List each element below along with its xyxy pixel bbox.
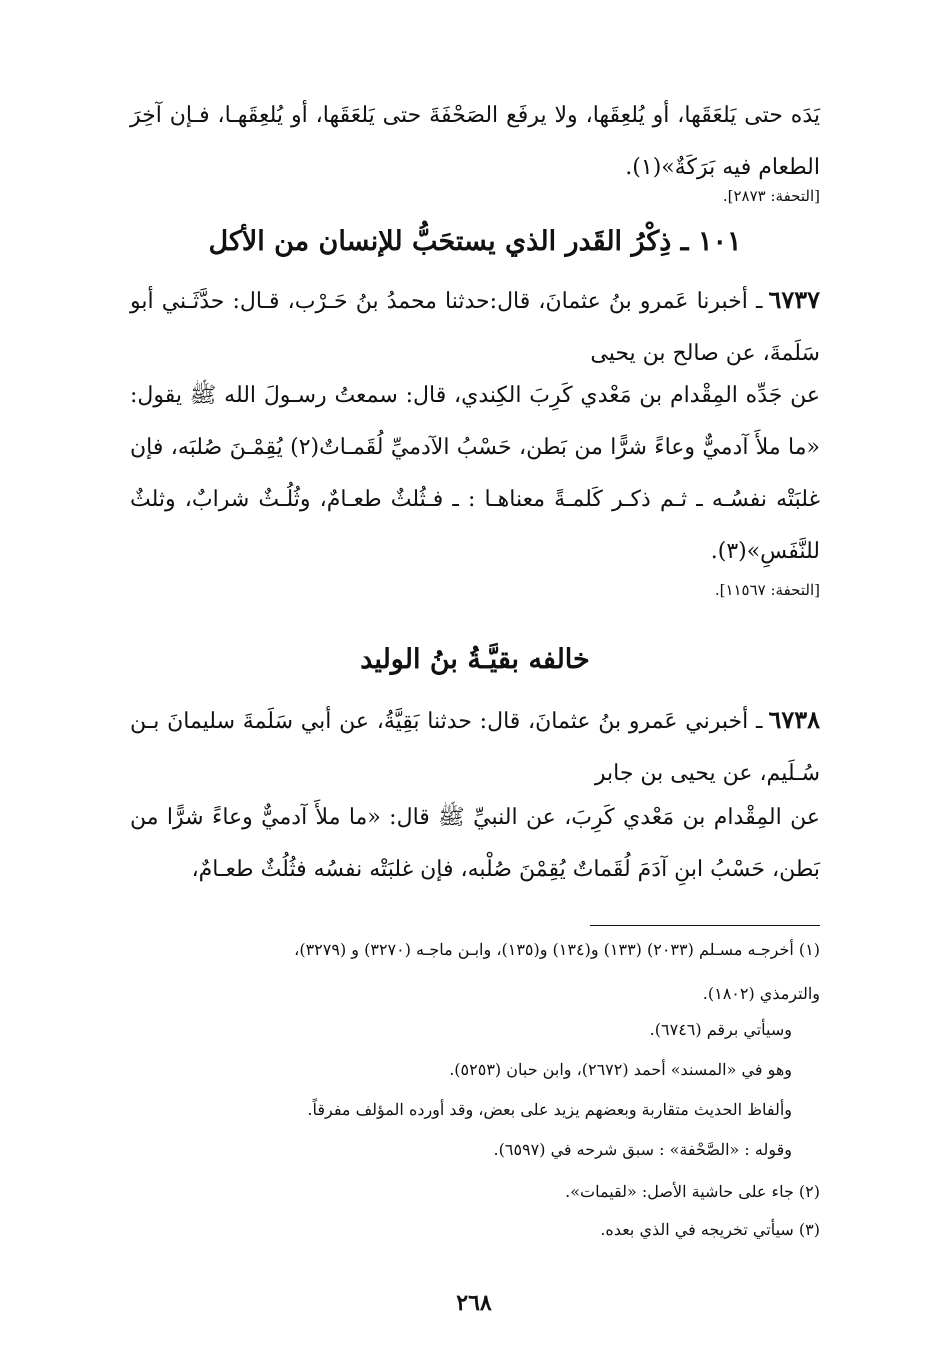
footnote-3: (٣) سيأتي تخريجه في الذي بعده.	[600, 1220, 820, 1239]
chapter-heading-khalafa: خالفه بقيَّـةُ بنُ الوليد	[360, 644, 590, 675]
footnote-1-line-5: وألفاظ الحديث متقاربة وبعضهم يزيد على بعض، وقد أورده المؤلف مفرقاً.	[307, 1100, 792, 1119]
isnad-text: ـ أخبرنا عَمرو بنُ عثمانَ، قال:حدثنا محمدُ بنُ حَـرْب، قـال: حدَّثَـني أبو سَلَمةَ، عن صالح بن يحيى	[130, 289, 820, 366]
footnote-1-line-3: وسيأتي برقم (٦٧٤٦).	[649, 1020, 792, 1039]
hadith-number: ٦٧٣٨	[768, 705, 820, 734]
tuhfa-reference-2: [التحفة: ١١٥٦٧].	[714, 581, 820, 599]
footnote-2: (٢) جاء على حاشية الأصل: «لقيمات».	[565, 1182, 820, 1201]
hadith-6737-isnad	[130, 274, 820, 380]
hadith-6738-isnad	[130, 694, 820, 800]
hadith-number: ٦٧٣٧	[768, 285, 820, 314]
footnote-1-line-4: وهو في «المسند» أحمد (٢٦٧٢)، وابن حبان (٥٢٥٣).	[449, 1060, 792, 1079]
footnote-1-line-6: وقوله : «الصَّحْفة» : سبق شرحه في (٦٥٩٧).	[493, 1140, 792, 1159]
footnote-1-line-2: والترمذي (١٨٠٢).	[702, 984, 820, 1003]
tuhfa-reference-1: [التحفة: ٢٨٧٣].	[722, 187, 820, 205]
chapter-heading-101: ١٠١ ـ ذِكْرُ القَدر الذي يستحَبُّ للإنسان من الأكل	[208, 226, 742, 257]
continuation-paragraph: يَدَه حتى يَلعَقَها، أو يُلعِقَها، ولا يرفَع الصَحْفَةَ حتى يَلعَقَها، أو يُلعِقَهـا، فـإن آخِرَ الطعام فيه بَرَكَةٌ»(١).	[130, 103, 820, 180]
hadith-6738-matn: عن المِقْدام بن مَعْدي كَرِبَ، عن النبيِّ ﷺ قال: «ما ملأَ آدميٌّ وعاءً شرًّا من بَطن، حَسْبُ ابنِ آدَمَ لُقَماتٌ يُقِمْنَ صُلْبه، فإن غلبَتْه نفسُه فثُلُثٌ طعـامٌ،	[130, 805, 820, 882]
isnad-text: ـ أخبرني عَمرو بنُ عثمانَ، قال: حدثنا بَقِيَّةُ، عن أبي سَلَمةَ سليمانَ بـن سُـلَيم، عن يحيى بن جابر	[130, 709, 820, 786]
page-number: ٢٦٨	[456, 1290, 492, 1316]
hadith-6737-matn: عن جَدِّه المِقْدام بن مَعْدي كَرِبَ الكِندي، قال: سمعتُ رسـولَ الله ﷺ يقول: «ما ملأَ آدميٌّ وعاءً شرًّا من بَطن، حَسْبُ الآدميِّ لُقَمـاتٌ(٢) يُقِمْـنَ صُلبَه، فإن غلبَتْه نفسُـه ـ ثـم ذكـر كَلمـةً معناهـا : ـ فـثُلثٌ طعـامٌ، وثُلُـثٌ شرابٌ، وثلثٌ للنَّفَسِ»(٣).	[130, 383, 820, 564]
footnote-separator	[590, 925, 820, 926]
footnote-1-line-1: (١) أخرجـه مسـلم (٢٠٣٣) (١٣٣) و(١٣٤) و(١٣٥)، وابـن ماجـه (٣٢٧٠) و (٣٢٧٩)،	[294, 940, 820, 959]
